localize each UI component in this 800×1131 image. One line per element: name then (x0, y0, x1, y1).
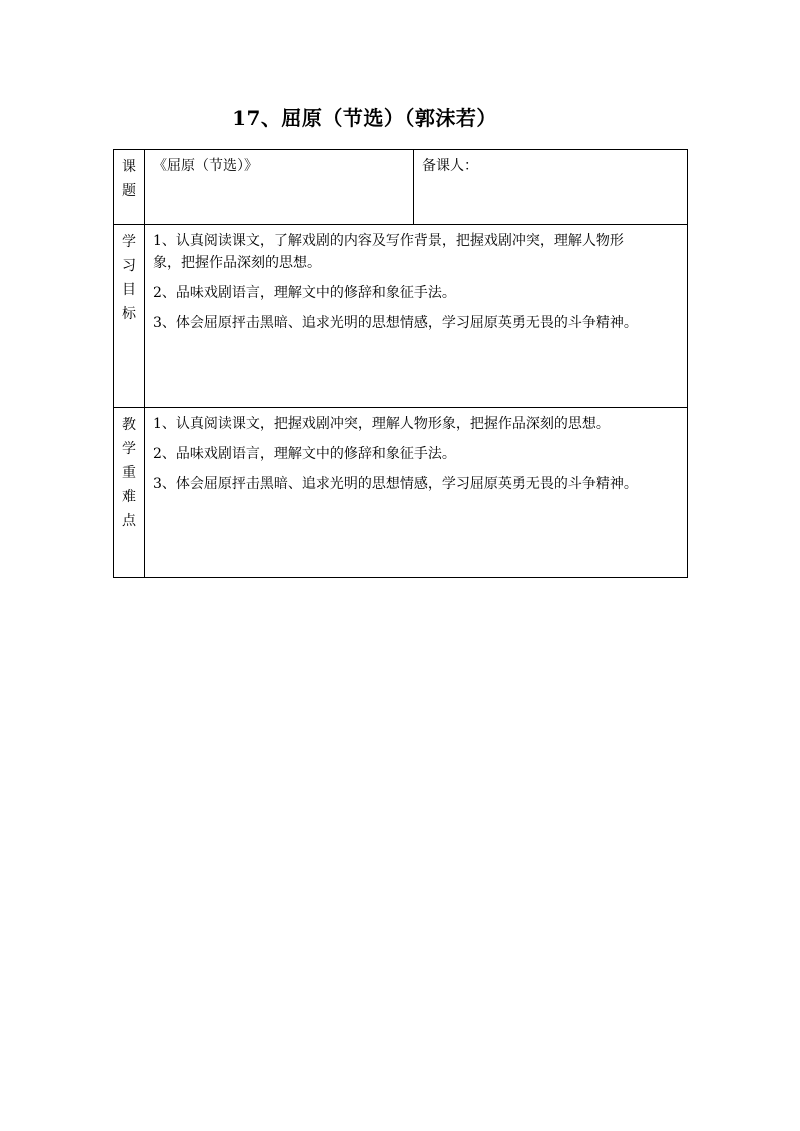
goals-label-cell (114, 225, 145, 408)
label-char: 点 (122, 513, 136, 529)
preparer-cell (414, 150, 688, 225)
label-char: 重 (122, 465, 136, 481)
table-row-topic (114, 150, 688, 225)
goal-item: 3、体会屈原抨击黑暗、追求光明的思想情感，学习屈原英勇无畏的斗争精神。 (153, 315, 638, 331)
topic-value: 《屈原（节选）》 (153, 158, 258, 174)
label-char: 学 (122, 234, 136, 250)
table-row-goals (114, 225, 688, 408)
topic-label (114, 150, 144, 203)
key-points-label (114, 408, 144, 533)
label-char: 课 (122, 159, 136, 175)
key-point-item: 2、品味戏剧语言，理解文中的修辞和象征手法。 (153, 446, 456, 462)
label-char: 习 (122, 258, 136, 274)
label-char: 目 (122, 282, 136, 298)
lesson-plan-table (113, 149, 688, 578)
key-points-label-cell (114, 408, 145, 578)
key-points-content-cell (145, 408, 688, 578)
label-char: 教 (122, 417, 136, 433)
key-point-item: 1、认真阅读课文，把握戏剧冲突，理解人物形象，把握作品深刻的思想。 (153, 416, 610, 432)
goals-content-cell (145, 225, 688, 408)
key-point-item: 3、体会屈原抨击黑暗、追求光明的思想情感，学习屈原英勇无畏的斗争精神。 (153, 476, 638, 492)
page-title: 17、屈原（节选）（郭沫若） (232, 106, 497, 130)
preparer-label: 备课人： (422, 158, 478, 174)
topic-value-cell (145, 150, 414, 225)
label-char: 题 (122, 183, 136, 199)
topic-label-cell (114, 150, 145, 225)
label-char: 难 (122, 489, 136, 505)
label-char: 标 (122, 306, 136, 322)
goals-label (114, 225, 144, 326)
goal-item: 2、品味戏剧语言，理解文中的修辞和象征手法。 (153, 285, 456, 301)
table-row-key-points (114, 408, 688, 578)
label-char: 学 (122, 441, 136, 457)
goal-item: 1、认真阅读课文，了解戏剧的内容及写作背景，把握戏剧冲突，理解人物形象，把握作品深刻的思想。 (153, 233, 624, 271)
